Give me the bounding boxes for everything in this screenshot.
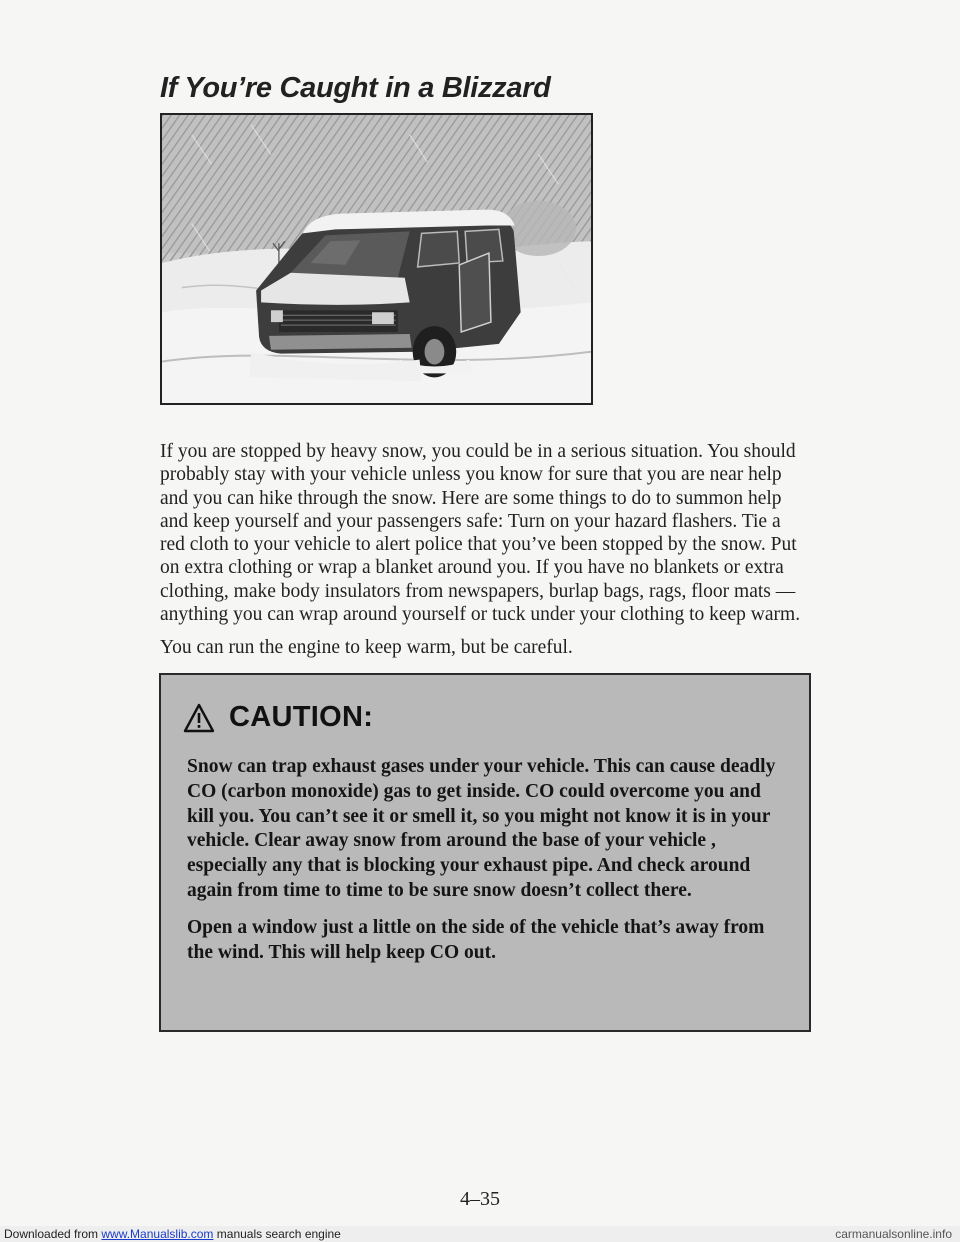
van-stuck-in-snow-image [160,113,593,405]
caution-header [183,701,373,734]
caution-label: CAUTION: [229,701,374,733]
warning-triangle-icon [183,703,215,733]
footer-suffix: manuals search engine [213,1227,341,1241]
caution-box [159,673,811,1032]
footer-bar [0,1226,960,1242]
body-text [160,440,810,670]
page-number: 4–35 [460,1188,500,1210]
manualslib-link[interactable]: www.Manualslib.com [101,1227,214,1241]
paragraph: You can run the engine to keep warm, but be careful. [160,637,573,659]
caution-paragraph: Snow can trap exhaust gases under your vehicle. This can cause deadly CO (carbon monoxide) gas to get inside. CO could overcome you and kill you. You can’t see it or smell it, so you might not know it is in your vehicle. Clear away snow from around the base of your vehicle , especially any that is blocking your exhaust pipe. And check around again from time to time to be sure snow doesn’t collect there. [187,756,776,901]
caution-paragraph: Open a window just a little on the side of the vehicle that’s away from the wind. This will help keep CO out. [187,916,765,963]
footer-download-note [4,1226,341,1242]
caution-text [187,755,787,977]
footer-prefix: Downloaded from [4,1227,102,1241]
watermark-text: carmanualsonline.info [835,1227,952,1241]
page-title: If You’re Caught in a Blizzard [160,72,551,104]
paragraph: If you are stopped by heavy snow, you could be in a serious situation. You should probably stay with your vehicle unless you know for sure that you are near help and you can hike through the snow. Here are some things to do to summon help and keep yourself and your passengers safe: Turn on your hazard flashers. Tie a red cloth to your vehicle to alert police that you’ve been stopped by the snow. Put on extra clothing or wrap a blanket around you. If you have no blankets or extra clothing, make body insulators from newspapers, burlap bags, rags, floor mats — anything you can wrap around yourself or tuck under your clothing to keep warm. [160,441,801,626]
